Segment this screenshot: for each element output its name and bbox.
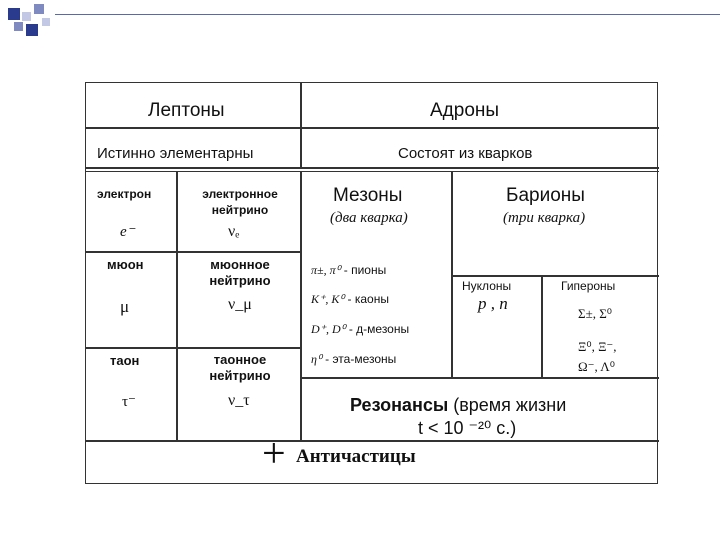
muon-label: мюон [107,257,144,272]
leptons-header: Лептоны [148,100,225,121]
electron-neutrino-label: электронное нейтрино [202,187,278,217]
hyperons-title: Гипероны [561,279,616,293]
tauon-symbol: τ⁻ [122,394,136,410]
electron-symbol: e⁻ [120,224,135,240]
resonances-line-1 [350,395,566,416]
baryons-title: Барионы [506,185,585,206]
pion-symbols: π±, π⁰ [311,263,341,277]
muon-neutrino-symbol: ν_μ [228,296,252,313]
antiparticles-label: Античастицы [296,446,416,467]
tauon-neutrino-label: таонное нейтрино [209,352,271,383]
meson-item-eta-mesons [311,352,396,367]
pion-label: - пионы [343,263,387,277]
tauon-neutrino-symbol: ν_τ [228,392,250,409]
meson-item-d-mesons [311,322,409,337]
nucleons-symbols: p , n [478,294,508,313]
electron-neutrino-symbol: νₑ [228,223,240,240]
tauon-label: таон [110,353,140,368]
resonances-title: Резонансы [350,395,449,415]
hadrons-header: Адроны [430,100,500,121]
meson-item-kaons [311,292,389,307]
eta-label: - эта-мезоны [325,352,397,366]
mesons-title: Мезоны [333,185,403,206]
hadrons-subheader: Состоят из кварков [398,145,533,162]
kaon-symbols: K⁺, K⁰ [311,292,345,306]
baryons-subtitle: (три кварка) [503,210,586,226]
mesons-subtitle: (два кварка) [330,210,408,226]
resonances-lifetime-label: (время жизни [453,395,567,415]
plus-sign: + [262,431,286,477]
electron-label: электрон [97,187,152,201]
eta-symbols: η⁰ [311,352,322,366]
nucleons-title: Нуклоны [462,279,512,293]
hyperons-line-3: Ω⁻, Λ⁰ [578,359,615,374]
resonances-line-2: t < 10 ⁻²⁰ с.) [418,418,517,438]
meson-item-pions [311,263,386,278]
muon-symbol: μ [120,297,130,316]
hyperons-line-1: Σ±, Σ⁰ [578,306,612,321]
hyperons-line-2: Ξ⁰, Ξ⁻, [578,339,617,354]
kaon-label: - каоны [347,292,389,306]
d-meson-label: - д-мезоны [348,322,410,336]
leptons-subheader: Истинно элементарны [97,145,254,162]
muon-neutrino-label: мюонное нейтрино [209,257,271,288]
header-rule [55,14,720,15]
d-meson-symbols: D⁺, D⁰ [311,322,346,336]
